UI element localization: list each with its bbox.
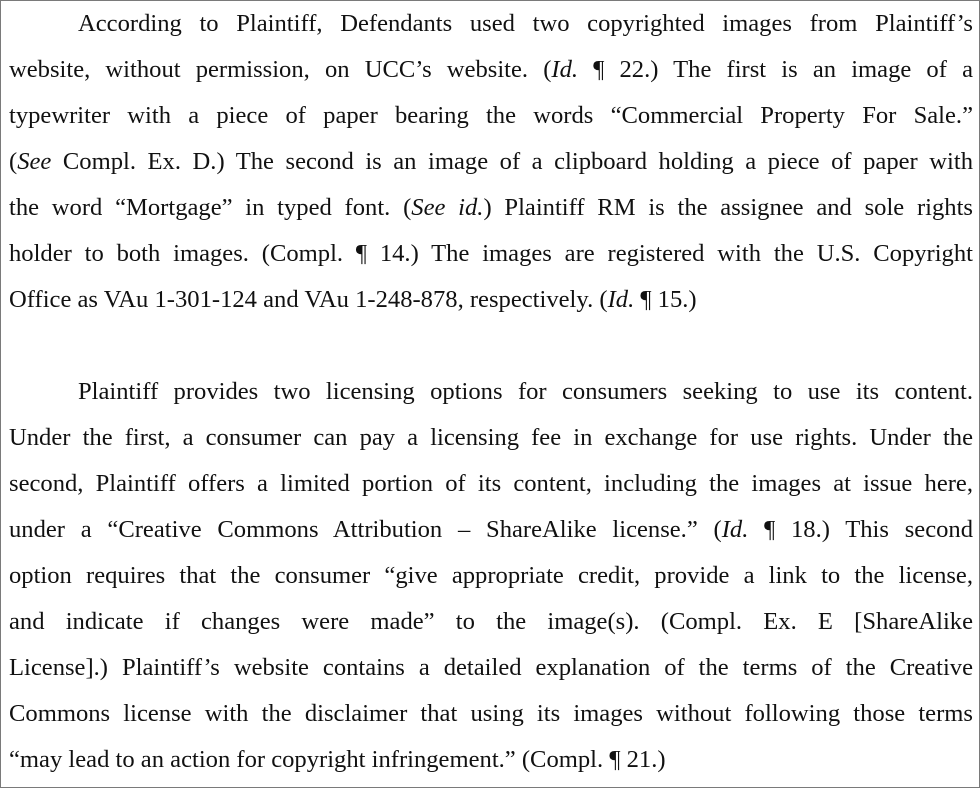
text-line — [9, 513, 973, 547]
text-run: License].) Plaintiff’s website contains a detailed explanation of the terms of the Creative — [9, 654, 973, 681]
text-line — [9, 283, 697, 317]
citation-italic: Id. — [721, 516, 749, 543]
text-run: the word “Mortgage” in typed font. ( — [9, 194, 412, 221]
text-run: Under the first, a consumer can pay a licensing fee in exchange for use rights. Under the — [9, 424, 973, 451]
text-line — [9, 467, 973, 501]
text-run: holder to both images. (Compl. ¶ 14.) The images are registered with the U.S. Copyright — [9, 240, 973, 267]
text-run: ¶ 18.) This second — [748, 516, 974, 543]
text-run: Compl. Ex. D.) The second is an image of a clipboard holding a piece of paper with — [51, 148, 973, 175]
text-line — [9, 697, 973, 731]
text-run: ¶ 15.) — [634, 286, 697, 313]
text-line — [9, 99, 973, 133]
text-line — [9, 605, 973, 639]
text-run: Office as VAu 1-301-124 and VAu 1-248-878, respectively. ( — [9, 286, 608, 313]
text-run: ) Plaintiff RM is the assignee and sole rights — [483, 194, 973, 221]
text-run: ¶ 22.) The first is an image of a — [578, 56, 973, 83]
text-line — [9, 421, 973, 455]
text-run: and indicate if changes were made” to the image(s). (Compl. Ex. E [ShareAlike — [9, 608, 973, 635]
text-line — [9, 651, 973, 685]
text-run: website, without permission, on UCC’s website. ( — [9, 56, 552, 83]
text-line — [9, 191, 973, 225]
text-line — [9, 53, 973, 87]
text-run: second, Plaintiff offers a limited portion of its content, including the images at issue here, — [9, 470, 973, 497]
text-run: typewriter with a piece of paper bearing the words “Commercial Property For Sale.” — [9, 102, 973, 129]
text-line — [78, 7, 973, 41]
citation-italic: Id. — [551, 56, 579, 83]
text-line — [78, 375, 973, 409]
citation-italic: Id. — [607, 286, 635, 313]
text-run: under a “Creative Commons Attribution – ShareAlike license.” ( — [9, 516, 722, 543]
text-line — [9, 743, 666, 777]
text-line — [9, 559, 973, 593]
text-run: Plaintiff provides two licensing options for consumers seeking to use its content. — [78, 378, 973, 405]
citation-italic: See id. — [411, 194, 484, 221]
text-run: “may lead to an action for copyright infringement.” (Compl. ¶ 21.) — [9, 746, 666, 773]
text-run: According to Plaintiff, Defendants used two copyrighted images from Plaintiff’s — [78, 10, 973, 37]
text-run: option requires that the consumer “give appropriate credit, provide a link to the license, — [9, 562, 973, 589]
text-line — [9, 237, 973, 271]
text-run: Commons license with the disclaimer that using its images without following those terms — [9, 700, 973, 727]
text-run: ( — [9, 148, 18, 175]
citation-italic: See — [17, 148, 52, 175]
text-line — [9, 145, 973, 179]
